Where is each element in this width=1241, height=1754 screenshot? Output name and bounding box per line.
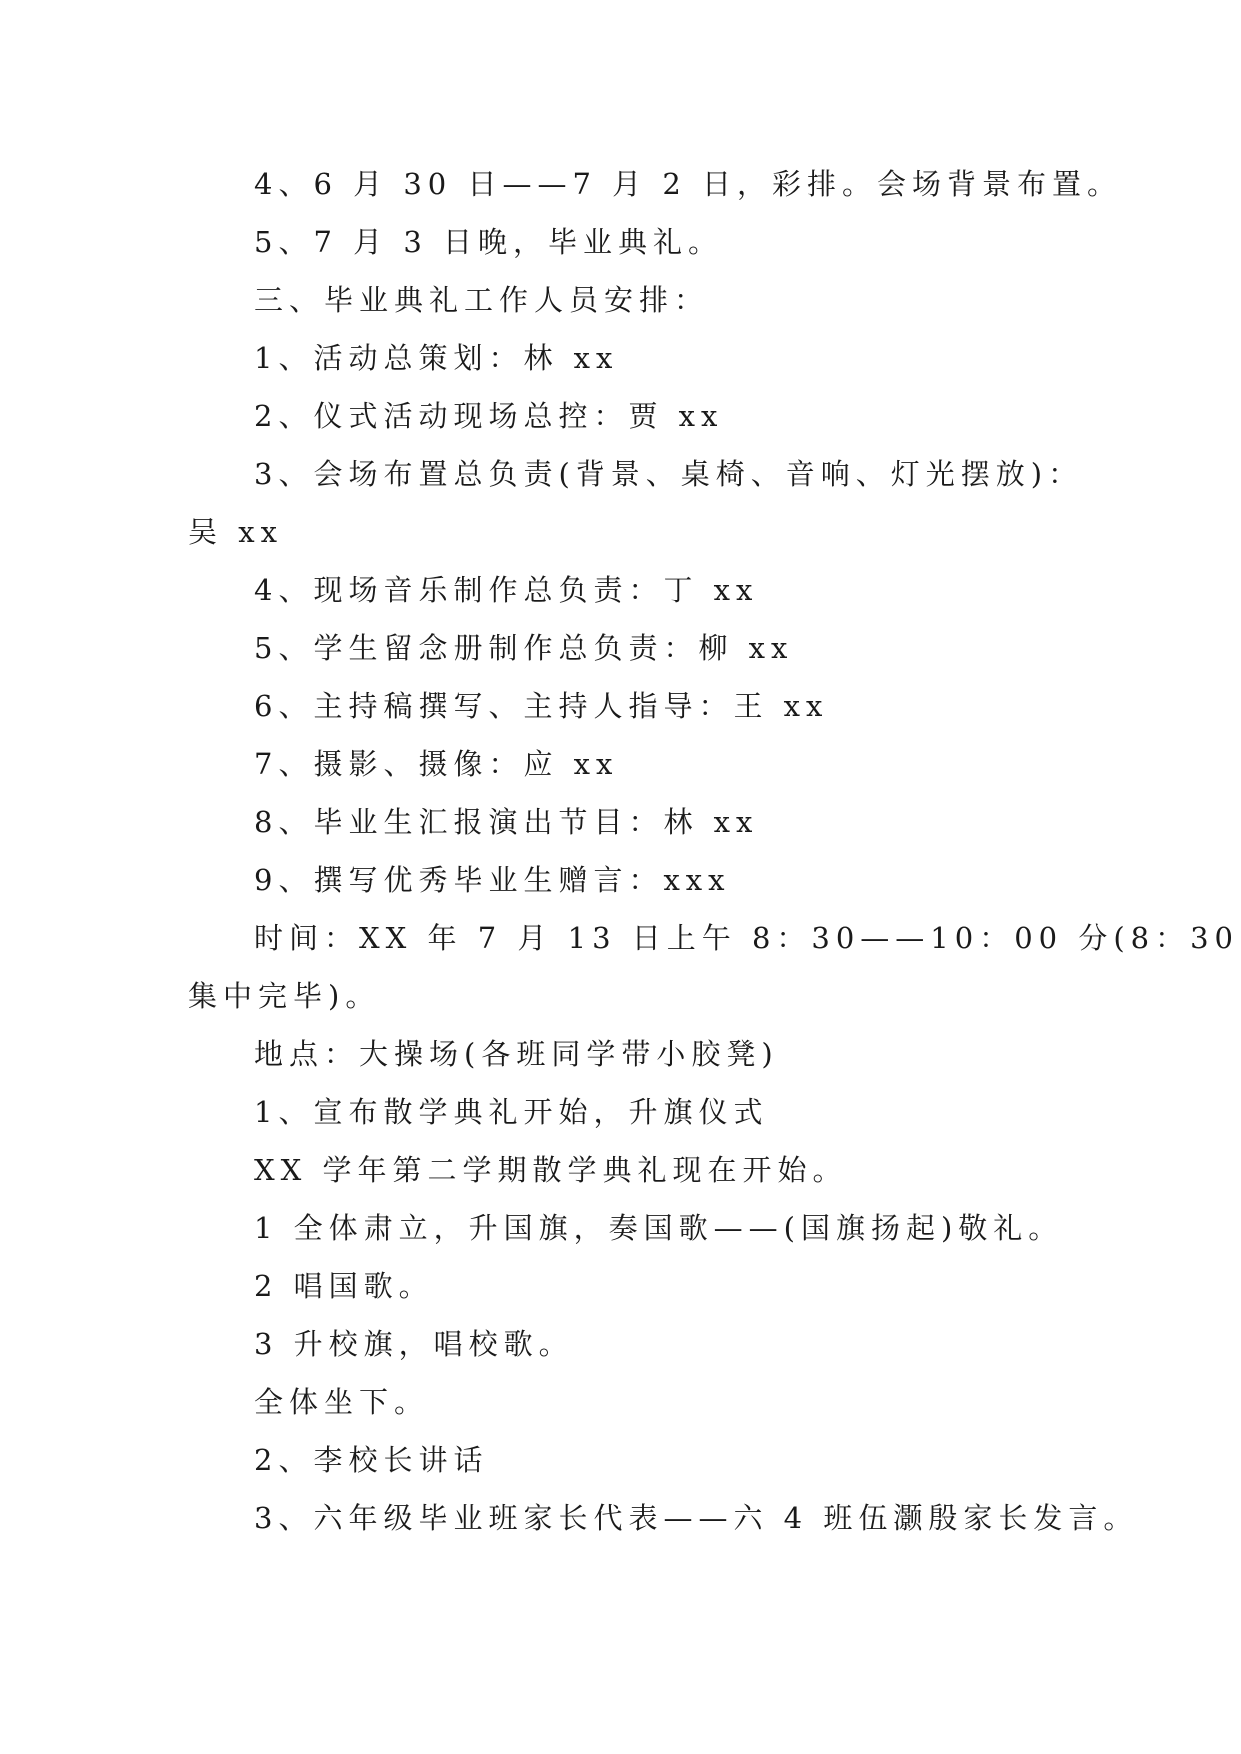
- section-heading: 三、毕业典礼工作人员安排：: [254, 283, 710, 317]
- text-line: 时间：XX 年 7 月 13 日上午 8：30——10：00 分(8：30: [254, 921, 1239, 955]
- text-line: 全体坐下。: [254, 1385, 430, 1419]
- text-line: 3、六年级毕业班家长代表——六 4 班伍灏殷家长发言。: [254, 1501, 1139, 1535]
- text-line: 集中完毕)。: [188, 979, 381, 1013]
- text-line: 吴 xx: [188, 515, 283, 549]
- text-line: 3 升校旗，唱校歌。: [254, 1327, 574, 1361]
- text-line: 4、6 月 30 日——7 月 2 日，彩排。会场背景布置。: [254, 167, 1123, 201]
- text-line: 5、7 月 3 日晚，毕业典礼。: [254, 225, 724, 259]
- text-line: 2、李校长讲话: [254, 1443, 489, 1477]
- text-line: 3、会场布置总负责(背景、桌椅、音响、灯光摆放)：: [254, 457, 1084, 491]
- text-line: 1、宣布散学典礼开始，升旗仪式: [254, 1095, 769, 1129]
- text-line: XX 学年第二学期散学典礼现在开始。: [254, 1153, 848, 1187]
- text-line: 9、撰写优秀毕业生赠言：xxx: [254, 863, 731, 897]
- text-line: 7、摄影、摄像：应 xx: [254, 747, 619, 781]
- text-line: 1、活动总策划：林 xx: [254, 341, 619, 375]
- text-line: 地点：大操场(各班同学带小胶凳): [254, 1037, 779, 1071]
- text-line: 4、现场音乐制作总负责：丁 xx: [254, 573, 759, 607]
- text-line: 2、仪式活动现场总控：贾 xx: [254, 399, 724, 433]
- text-line: 5、学生留念册制作总负责：柳 xx: [254, 631, 794, 665]
- text-line: 1 全体肃立，升国旗，奏国歌——(国旗扬起)敬礼。: [254, 1211, 1064, 1245]
- text-line: 8、毕业生汇报演出节目：林 xx: [254, 805, 759, 839]
- text-line: 6、主持稿撰写、主持人指导：王 xx: [254, 689, 829, 723]
- text-line: 2 唱国歌。: [254, 1269, 434, 1303]
